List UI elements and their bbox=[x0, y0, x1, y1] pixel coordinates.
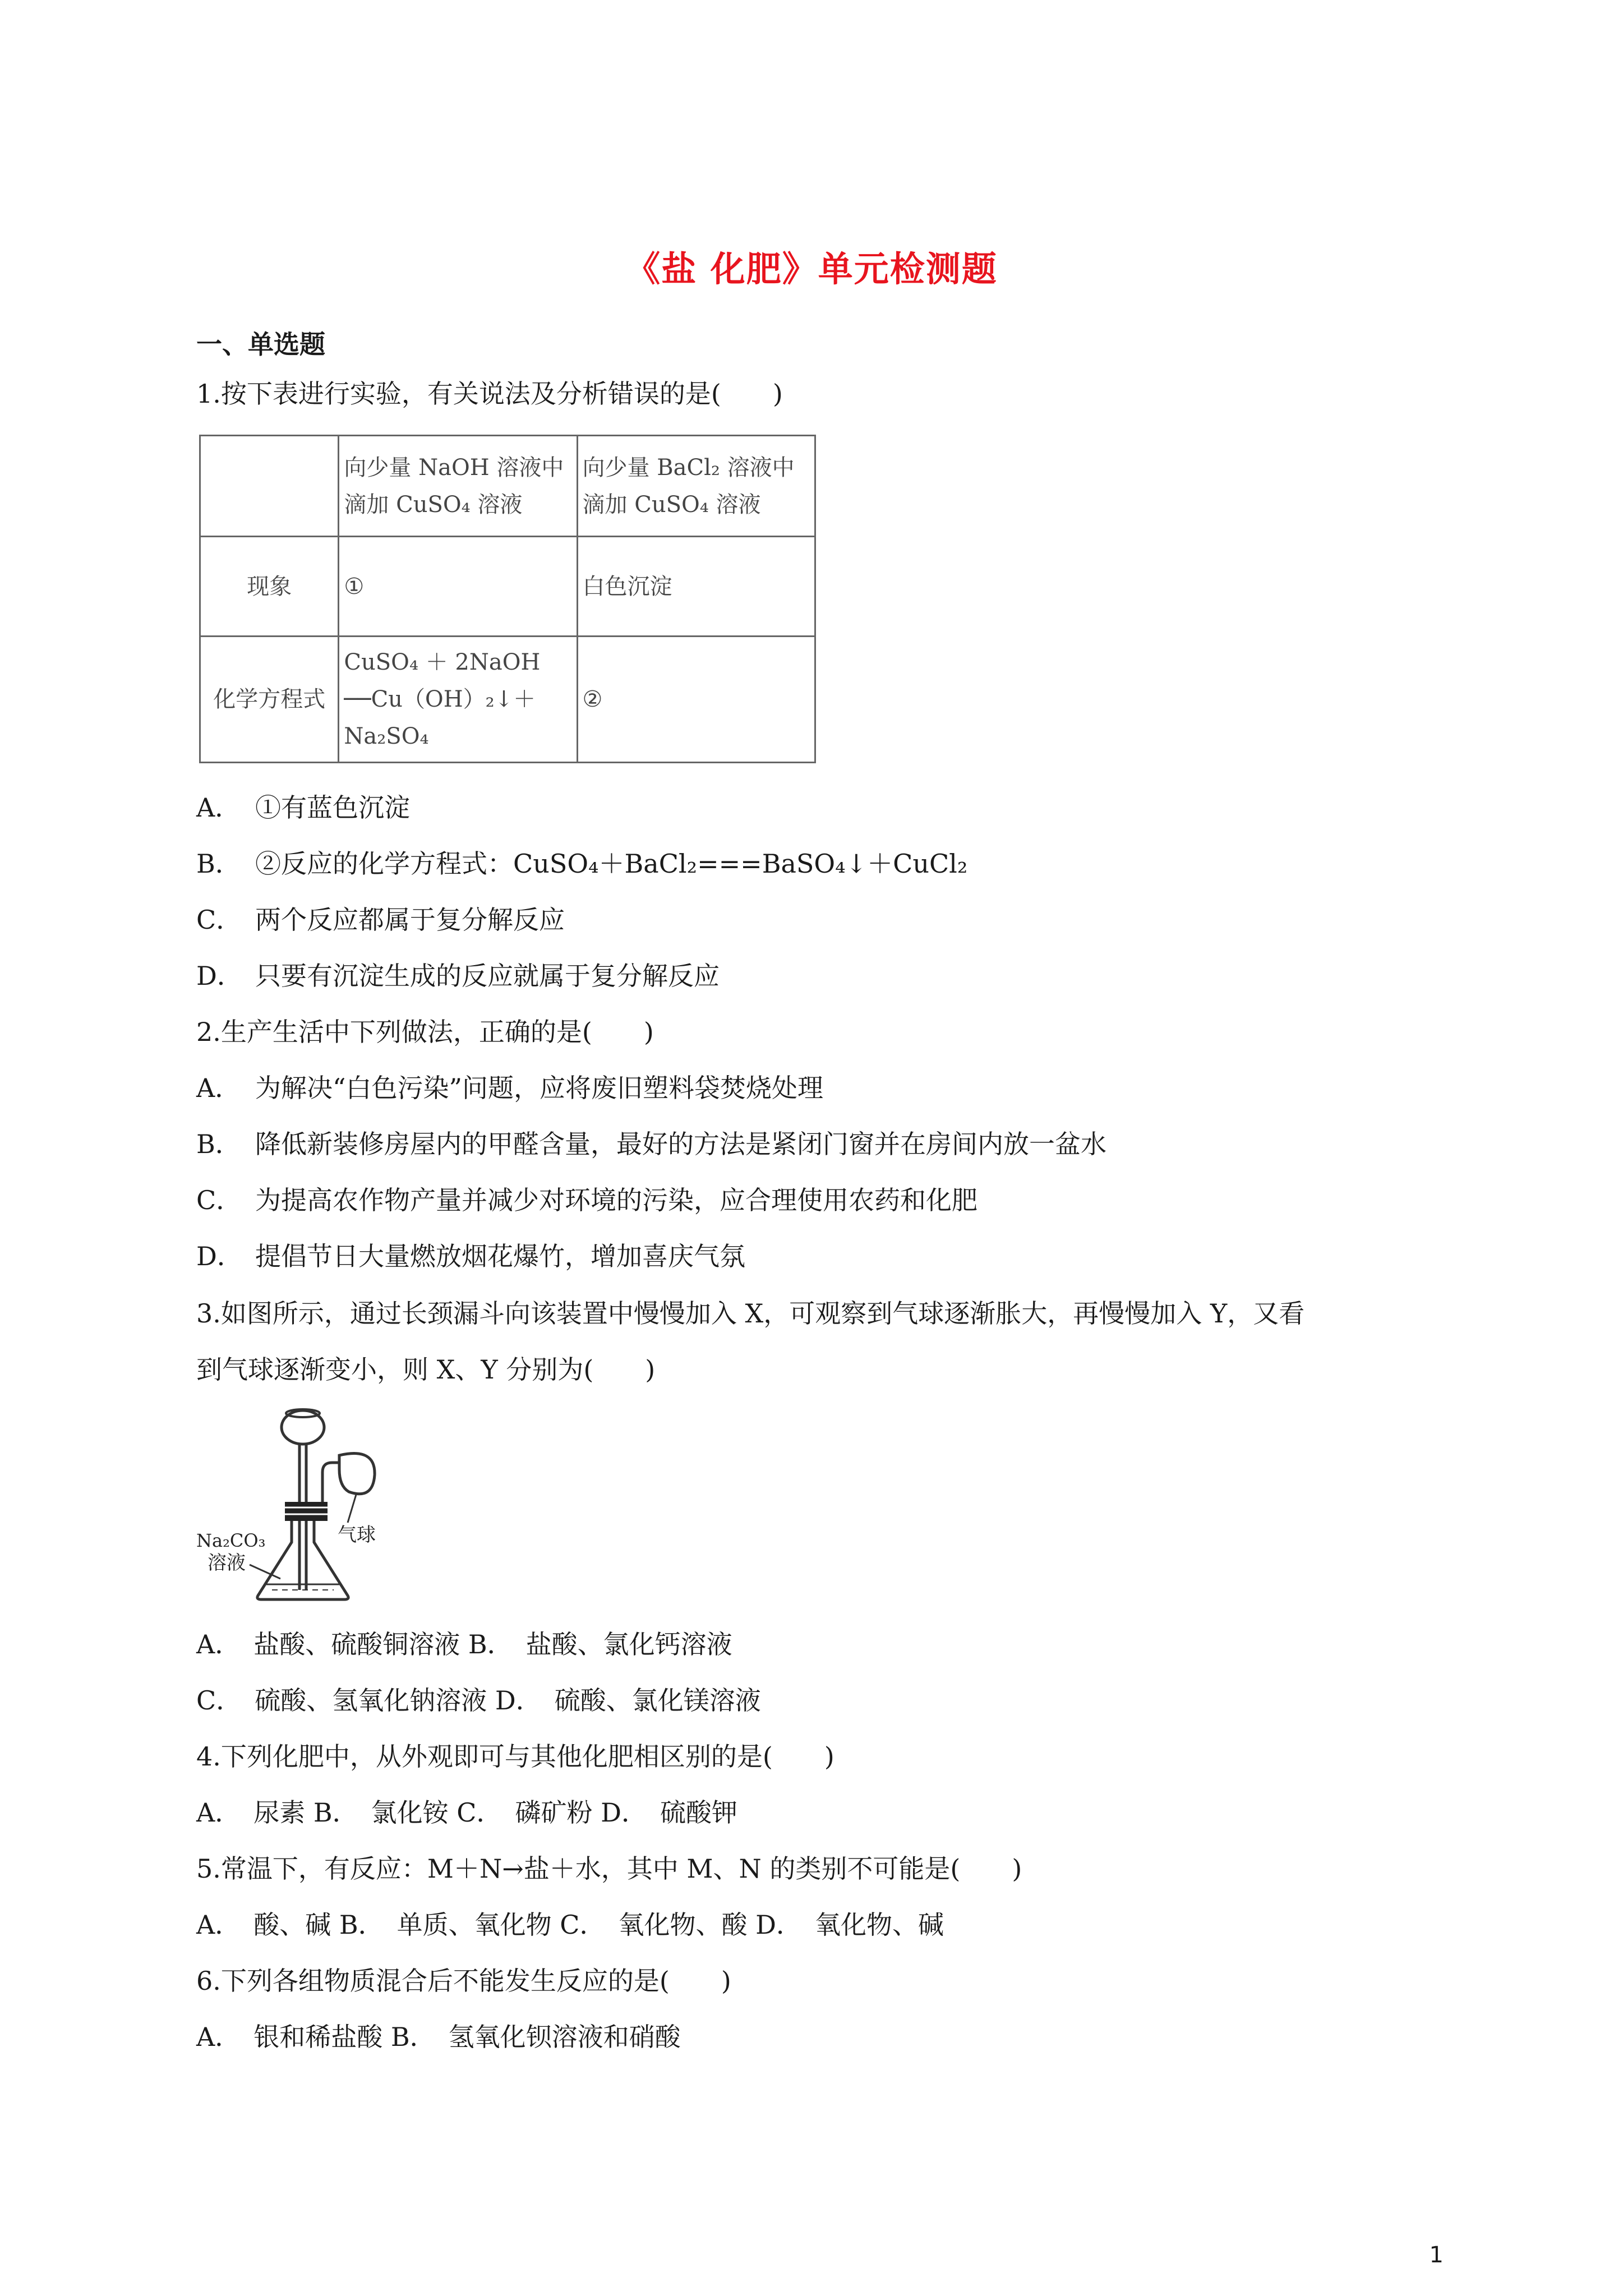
q1-option-b: B． ②反应的化学方程式：CuSO₄＋BaCl₂===BaSO₄↓＋CuCl₂ bbox=[196, 849, 968, 879]
rubber-stopper bbox=[285, 1502, 328, 1521]
question-2-stem: 2.生产生活中下列做法，正确的是( ) bbox=[196, 1017, 654, 1047]
question-4-stem: 4.下列化肥中，从外观即可与其他化肥相区别的是( ) bbox=[196, 1741, 834, 1772]
question-6-stem: 6.下列各组物质混合后不能发生反应的是( ) bbox=[196, 1966, 731, 1996]
q3-options-line-2: C． 硫酸、氢氧化钠溶液 D． 硫酸、氯化镁溶液 bbox=[196, 1685, 761, 1716]
equation-line-2: ──Cu（OH）₂↓＋ bbox=[344, 686, 536, 712]
label-balloon: 气球 bbox=[338, 1524, 376, 1546]
table-empty-cell bbox=[200, 436, 339, 537]
question-3-stem-line-2: 到气球逐渐变小，则 X、Y 分别为( ) bbox=[196, 1354, 656, 1385]
q5-options-line: A． 酸、碱 B． 单质、氧化物 C． 氧化物、酸 D． 氧化物、碱 bbox=[196, 1910, 944, 1940]
q2-option-d: D． 提倡节日大量燃放烟花爆竹，增加喜庆气氛 bbox=[196, 1241, 745, 1271]
equation-line-1: CuSO₄ ＋ 2NaOH bbox=[344, 649, 541, 675]
question-5-stem: 5.常温下，有反应：M＋N→盐＋水，其中 M、N 的类别不可能是( ) bbox=[196, 1854, 1022, 1884]
table-header-bacl2: 向少量 BaCl₂ 溶液中滴加 CuSO₄ 溶液 bbox=[577, 436, 815, 537]
q1-option-d: D． 只要有沉淀生成的反应就属于复分解反应 bbox=[196, 961, 720, 991]
q1-option-a: A． ①有蓝色沉淀 bbox=[196, 792, 410, 823]
table-cell-phenomenon-1: ① bbox=[339, 537, 577, 637]
table-cell-equation-2: ② bbox=[577, 637, 815, 763]
table-cell-phenomenon-2: 白色沉淀 bbox=[577, 537, 815, 637]
section-heading: 一、单选题 bbox=[196, 329, 325, 359]
q2-option-c: C． 为提高农作物产量并减少对环境的污染，应合理使用农药和化肥 bbox=[196, 1185, 978, 1215]
experiment-table bbox=[199, 435, 816, 763]
table-label-phenomenon: 现象 bbox=[200, 537, 339, 637]
q2-option-b: B． 降低新装修房屋内的甲醛含量，最好的方法是紧闭门窗并在房间内放一盆水 bbox=[196, 1129, 1106, 1159]
table-cell-equation-1 bbox=[339, 637, 577, 763]
flask-balloon-apparatus-figure bbox=[196, 1402, 409, 1604]
q2-option-a: A． 为解决“白色污染”问题，应将废旧塑料袋焚烧处理 bbox=[196, 1073, 824, 1103]
q4-options-line: A． 尿素 B． 氯化铵 C． 磷矿粉 D． 硫酸钾 bbox=[196, 1797, 737, 1828]
label-sodium-carbonate: Na₂CO₃ bbox=[196, 1530, 266, 1551]
question-1-stem: 1.按下表进行实验，有关说法及分析错误的是( ) bbox=[196, 379, 783, 409]
document-title: 《盐 化肥》单元检测题 bbox=[625, 248, 998, 289]
conical-flask bbox=[257, 1521, 348, 1599]
question-3-stem-line-1: 3.如图所示，通过长颈漏斗向该装置中慢慢加入 X，可观察到气球逐渐胀大，再慢慢加入 Y，又看 bbox=[196, 1298, 1305, 1329]
label-solution: 溶液 bbox=[208, 1552, 246, 1574]
q3-options-line-1: A． 盐酸、硫酸铜溶液 B． 盐酸、氯化钙溶液 bbox=[196, 1629, 732, 1659]
page-number: 1 bbox=[1429, 2242, 1444, 2268]
q6-options-line: A． 银和稀盐酸 B． 氢氧化钡溶液和硝酸 bbox=[196, 2022, 681, 2052]
table-header-naoh: 向少量 NaOH 溶液中滴加 CuSO₄ 溶液 bbox=[339, 436, 577, 537]
table-label-equation: 化学方程式 bbox=[200, 637, 339, 763]
balloon bbox=[339, 1454, 375, 1494]
equation-line-3: Na₂SO₄ bbox=[344, 723, 429, 749]
q1-option-c: C． 两个反应都属于复分解反应 bbox=[196, 905, 565, 935]
